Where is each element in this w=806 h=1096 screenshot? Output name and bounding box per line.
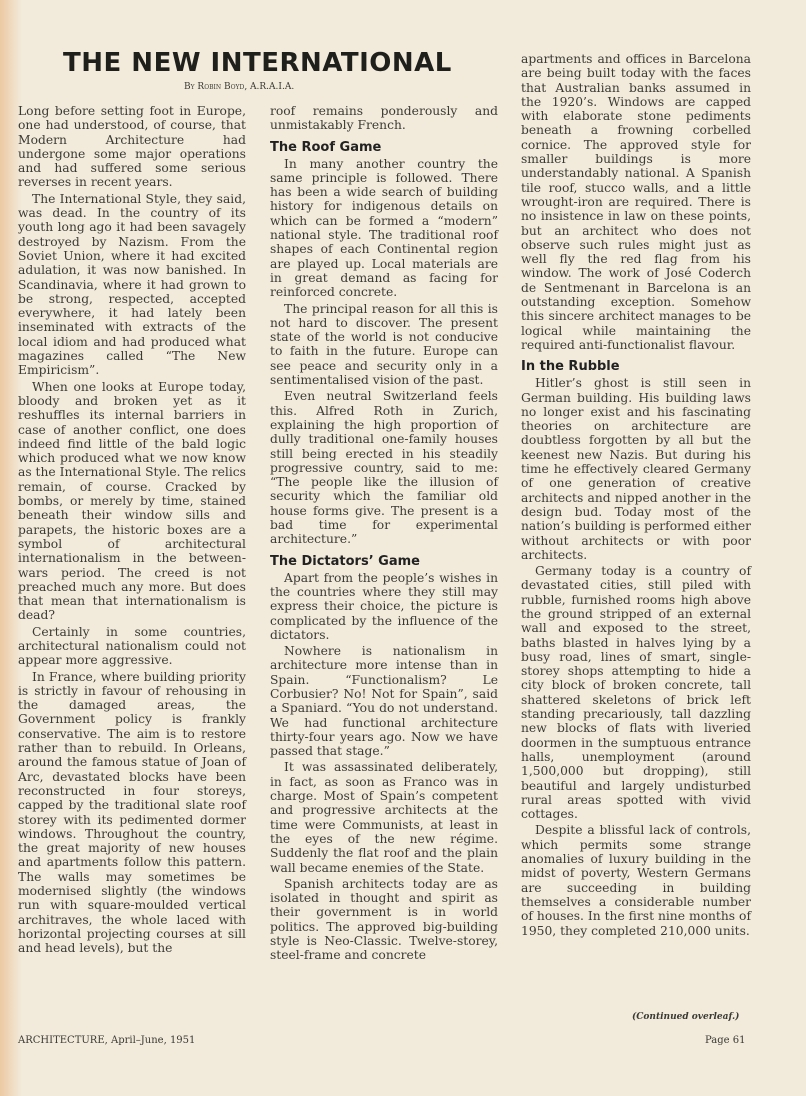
paragraph: Long before setting foot in Europe, one had understood, of course, that Modern Architecture had undergone some major operations and had suffered some serious reverses in recent years.: [18, 104, 246, 190]
paragraph: When one looks at Europe today, bloody and broken yet as it reshuffles its internal barriers in case of another conflict, one does indeed find little of the bald logic which produced what we now know as the International Style. The relics remain, of course. Cracked by bombs, or merely by time, stained beneath their window sills and parapets, the historic boxes are a symbol of architectural internationalism in the between-wars period. The creed is not preached much any more. But does that mean that internationalism is dead?: [18, 379, 246, 623]
paragraph: roof remains ponderously and unmistakably French.: [270, 104, 498, 133]
paragraph: Even neutral Switzerland feels this. Alfred Roth in Zurich, explaining the high proportion of dully traditional one-family houses still being erected in his steadily progressive country, said to me: “The people like the illusion of security which the familiar old house forms give. The present is a bad time for experimental architecture.”: [270, 389, 498, 547]
column-3: [521, 52, 751, 940]
footer-publication: ARCHITECTURE, April–June, 1951: [18, 1035, 196, 1046]
footer-page-number: Page 61: [705, 1035, 746, 1046]
continued-note: (Continued overleaf.): [632, 1012, 740, 1022]
section-heading-in-the-rubble: In the Rubble: [521, 359, 620, 375]
paragraph: Germany today is a country of devastated cities, still piled with rubble, furnished rooms high above the ground stripped of an external wall and exposed to the street, baths blasted in halves lying by a busy road, lines of smart, single-storey shops attempting to hide a city block of broken concrete, tall shattered skeletons of brick left standing precariously, tall dazzling new blocks of flats with liveried doormen in the sumptuous entrance halls, unemployment (around 1,500,000 but dropping), still beautiful and largely undisturbed rural areas spotted with vivid cottages.: [521, 564, 751, 822]
section-heading-roof-game: The Roof Game: [270, 139, 382, 155]
paragraph: The principal reason for all this is not hard to discover. The present state of the world is not conducive to faith in the future. Europe can see peace and security only in a sentimentalised vision of the past.: [270, 301, 498, 388]
paragraph: It was assassinated deliberately, in fact, as soon as Franco was in charge. Most of Spain’s competent and progressive architects at the time were Communists, at least in the eyes of the new régime. Suddenly the flat roof and the plain wall became enemies of the State.: [270, 760, 498, 875]
column-1: [18, 104, 246, 958]
paragraph: In France, where building priority is strictly in favour of rehousing in the damaged areas, the Government policy is frankly conservative. The aim is to restore rather than to rebuild. In Orleans, around the famous statue of Joan of Arc, devastated blocks have been reconstructed in four storeys, capped by the traditional slate roof storey with its pedimented dormer windows. Throughout the country, the great majority of new houses and apartments follow this pattern. The walls may sometimes be modernised slightly (the windows run with square-moulded vertical architraves, the whole laced with horizontal projecting courses at sill and head levels), but the: [18, 669, 246, 956]
section-heading-dictators-game: The Dictators’ Game: [270, 553, 420, 569]
column-2: [270, 104, 498, 965]
paragraph: Certainly in some countries, architectural nationalism could not appear more aggressive.: [18, 624, 246, 668]
article-title: THE NEW INTERNATIONAL: [63, 48, 452, 78]
paragraph: In many another country the same principle is followed. There has been a wide search of building history for indigenous details on which can be formed a “modern” national style. The traditional roof shapes of each Continental region are played up. Local materials are in great demand as facing for reinforced concrete.: [270, 156, 498, 300]
paragraph: Hitler’s ghost is still seen in German building. His building laws no longer exist and his fascinating theories on architecture are doubtless forgotten by all but the keenest new Nazis. But during his time he effectively cleared Germany of one generation of creative architects and nipped another in the design bud. Today most of the nation’s building is performed either without architects or with poor architects.: [521, 376, 751, 562]
paragraph: Spanish architects today are as isolated in thought and spirit as their government is in world politics. The approved big-building style is Neo-Classic. Twelve-storey, steel-frame and concrete: [270, 876, 498, 963]
paragraph: Apart from the people’s wishes in the countries where they still may express their choice, the picture is complicated by the influence of the dictators.: [270, 570, 498, 642]
paragraph: The International Style, they said, was dead. In the country of its youth long ago it had been savagely destroyed by Nazism. From the Soviet Union, where it had excited adulation, it was now banished. In Scandinavia, where it had grown to be strong, respected, accepted everywhere, it had lately been inseminated with extracts of the local idiom and had produced what magazines called “The New Empiricism”.: [18, 191, 246, 378]
byline: By Robin Boyd, A.R.A.I.A.: [184, 82, 295, 92]
paragraph: Nowhere is nationalism in architecture more intense than in Spain. “Functionalism? Le Corbusier? No! Not for Spain”, said a Spaniard. “You do not understand. We had functional architecture thirty-four years ago. Now we have passed that stage.”: [270, 644, 498, 759]
paragraph: apartments and offices in Barcelona are being built today with the faces that Australian banks assumed in the 1920’s. Windows are capped with elaborate stone pediments beneath a frowning corbelled cornice. The approved style for smaller buildings is more understandably national. A Spanish tile roof, stucco walls, and a little wrought-iron are required. There is no insistence in law on these points, but an architect who does not observe such rules might just as well fly the red flag from his window. The work of José Coderch de Sentmenant in Barcelona is an outstanding exception. Somehow this sincere architect manages to be logical while maintaining the required anti-functionalist flavour.: [521, 52, 751, 352]
paragraph: Despite a blissful lack of controls, which permits some strange anomalies of luxury building in the midst of poverty, Western Germans are succeeding in building themselves a considerable number of houses. In the first nine months of 1950, they completed 210,000 units.: [521, 823, 751, 938]
